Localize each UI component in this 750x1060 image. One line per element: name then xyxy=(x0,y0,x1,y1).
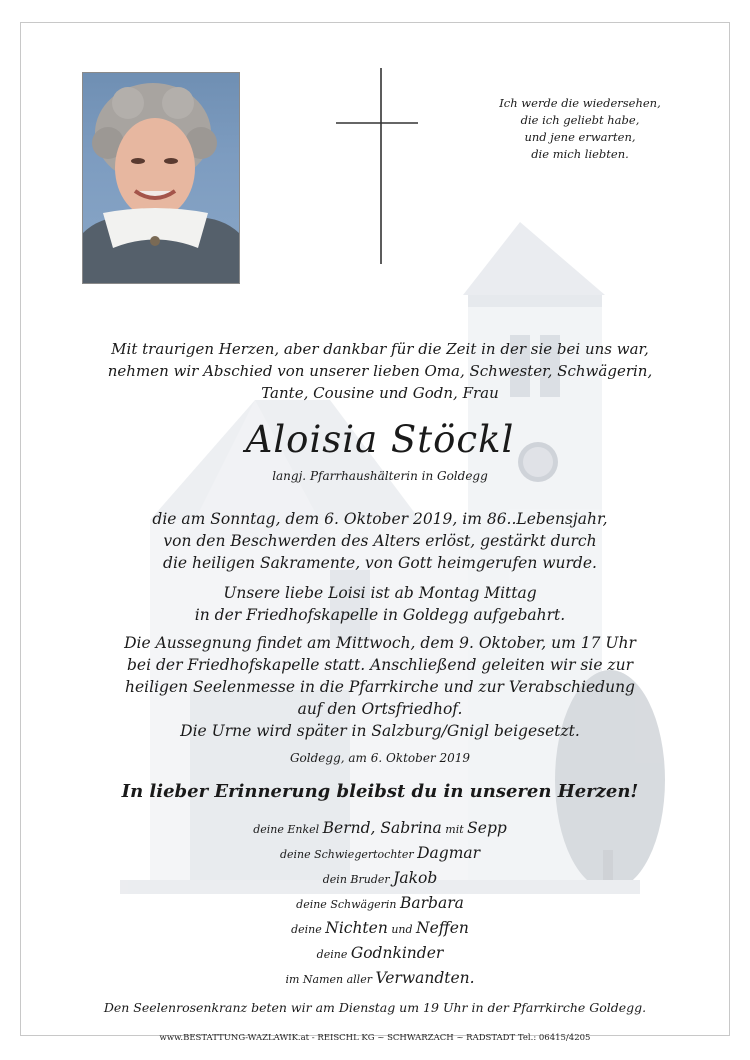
intro-line: Tante, Cousine und Godn, Frau xyxy=(261,384,499,402)
mourner-relation: deine xyxy=(291,923,326,936)
mourner-name: Nichten xyxy=(325,919,388,937)
mourner-row xyxy=(150,865,610,890)
mourner-name: Verwandten. xyxy=(375,969,475,987)
quote-line: die mich liebten. xyxy=(531,147,629,161)
paragraph-line: heiligen Seelenmesse in die Pfarrkirche und zur Verabschiedung xyxy=(125,678,635,696)
intro-line: Mit traurigen Herzen, aber dankbar für die Zeit in der sie bei uns war, xyxy=(111,340,649,358)
mourner-relation: deine Schwiegertochter xyxy=(279,848,418,861)
mourner-name: Neffen xyxy=(416,919,469,937)
intro-text xyxy=(100,338,660,404)
mourner-row xyxy=(150,965,610,990)
mourner-relation: deine xyxy=(316,948,351,961)
paragraph-line: Die Urne wird später in Salzburg/Gnigl beigesetzt. xyxy=(180,722,580,740)
mourner-relation: deine Schwägerin xyxy=(296,898,400,911)
paragraph-line: Die Aussegnung findet am Mittwoch, dem 9. Oktober, um 17 Uhr xyxy=(124,634,636,652)
quote-line: die ich geliebt habe, xyxy=(520,113,640,127)
mourner-row xyxy=(150,915,610,940)
paragraph-line: in der Friedhofskapelle in Goldegg aufgebahrt. xyxy=(194,606,566,624)
mourner-relation: im Namen aller xyxy=(285,973,376,986)
intro-line: nehmen wir Abschied von unserer lieben Oma, Schwester, Schwägerin, xyxy=(107,362,653,380)
mourner-name: Dagmar xyxy=(417,844,481,862)
viewing-paragraph xyxy=(100,582,660,626)
mourner-relation: dein Bruder xyxy=(322,873,394,886)
urn-paragraph xyxy=(100,720,660,742)
mourner-name: Jakob xyxy=(393,869,438,887)
paragraph-line: auf den Ortsfriedhof. xyxy=(297,700,463,718)
mourner-name: Godnkinder xyxy=(350,944,444,962)
remembrance-heading: In lieber Erinnerung bleibst du in unseren Herzen! xyxy=(121,781,639,802)
mourner-name: Bernd, Sabrina xyxy=(322,819,442,837)
mourner-name: Sepp xyxy=(467,819,507,837)
mourners-list xyxy=(150,815,610,990)
death-paragraph xyxy=(100,508,660,574)
mourner-connector: und xyxy=(387,923,417,936)
mourner-row xyxy=(150,840,610,865)
mourner-row xyxy=(150,890,610,915)
mourner-relation: deine Enkel xyxy=(253,823,323,836)
place-date: Goldegg, am 6. Oktober 2019 xyxy=(289,751,471,765)
rosary-notice: Den Seelenrosenkranz beten wir am Dienstag um 19 Uhr in der Pfarrkirche Goldegg. xyxy=(103,1000,647,1015)
paragraph-line: Unsere liebe Loisi ist ab Montag Mittag xyxy=(223,584,537,602)
cross-icon xyxy=(330,66,420,266)
paragraph-line: die am Sonntag, dem 6. Oktober 2019, im 86..Lebensjahr, xyxy=(152,510,608,528)
mourner-connector: mit xyxy=(441,823,468,836)
mourner-row xyxy=(150,815,610,840)
mourner-row xyxy=(150,940,610,965)
paragraph-line: die heiligen Sakramente, von Gott heimgerufen wurde. xyxy=(163,554,597,572)
paragraph-line: bei der Friedhofskapelle statt. Anschließend geleiten wir sie zur xyxy=(127,656,633,674)
mourner-name: Barbara xyxy=(399,894,464,912)
ceremony-paragraph xyxy=(100,632,660,720)
quote-line: und jene erwarten, xyxy=(524,130,636,144)
funeral-home-footer: www.BESTATTUNG-WAZLAWIK.at - REISCHL KG ~ SCHWARZACH ~ RADSTADT Tel.: 06415/4205 xyxy=(159,1033,591,1043)
deceased-occupation: langj. Pfarrhaushälterin in Goldegg xyxy=(272,469,488,483)
paragraph-line: von den Beschwerden des Alters erlöst, gestärkt durch xyxy=(163,532,597,550)
memorial-quote xyxy=(470,95,690,163)
portrait-photo xyxy=(83,73,239,283)
deceased-name: Aloisia Stöckl xyxy=(245,418,515,461)
quote-line: Ich werde die wiedersehen, xyxy=(499,96,661,110)
